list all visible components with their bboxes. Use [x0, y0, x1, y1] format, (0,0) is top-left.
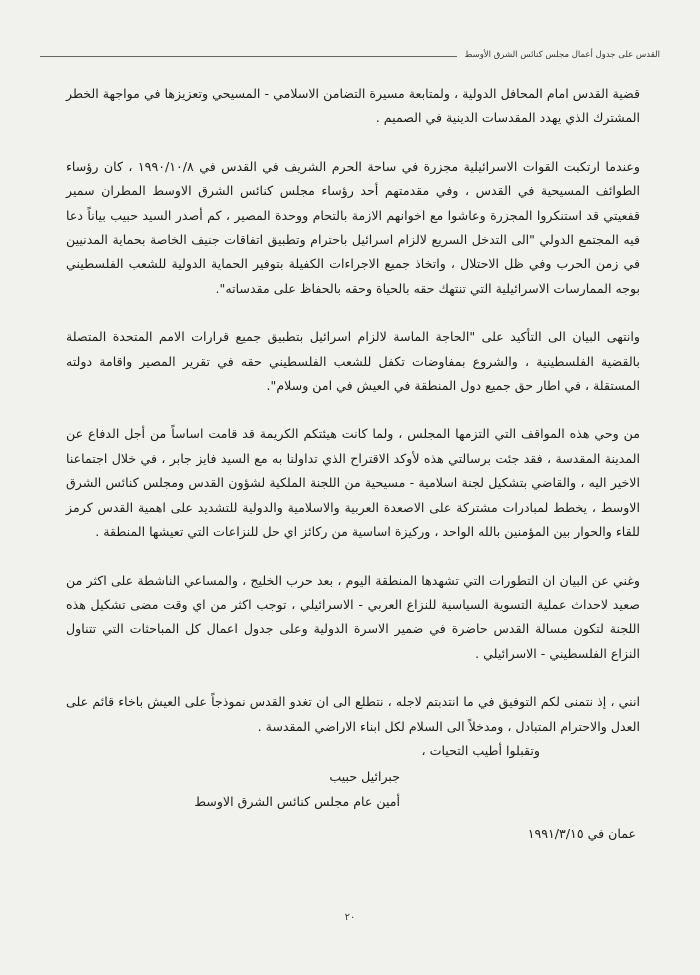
letter-date: عمان في ١٩٩١/٣/١٥ [527, 826, 636, 842]
header-rule [40, 56, 457, 57]
signature-block [66, 765, 400, 814]
running-header [40, 50, 660, 60]
running-title: القدس على جدول أعمال مجلس كنائس الشرق الأوسط [464, 50, 660, 60]
paragraph: انني ، إذ نتمنى لكم التوفيق في ما انتدبتم لاجله ، نتطلع الى ان تغدو القدس نموذجاً على العيش باخاء قائم على العدل والاحترام المتبادل ، ومدخلاً الى السلام لكل ابناء الاراضي المقدسة . [66, 694, 640, 734]
paragraph: وعندما ارتكبت القوات الاسرائيلية مجزرة في ساحة الحرم الشريف في القدس في ١٩٩٠/١٠/٨ ، كان رؤساء الطوائف المسيحية في القدس ، وفي مقدمتهم أحد رؤساء مجلس كنائس الشرق الاوسط المطران سمير قفعيتي قد استنكروا المجزرة وعاشوا مع اخوانهم الازمة بالتحام ووحدة المصير ، كم أصدر السيد حبيب بياناً دعا فيه المجتمع الدولي "الى التدخل السريع لالزام اسرائيل باحترام وتطبيق اتفاقات جنيف الخاصة بحماية المدنيين في زمن الحرب وفي ظل الاحتلال ، واتخاذ جميع الاجراءات الكفيلة بتوفير الحماية الدولية للشعب الفلسطيني بوجه الممارسات الاسرائيلية التي تنتهك حقه بالحياة وحقه بالحفاظ على مقدساته". [66, 158, 640, 296]
paragraph: قضية القدس امام المحافل الدولية ، ولمتابعة مسيرة التضامن الاسلامي - المسيحي وتعزيزها في مواجهة الخطر المشترك الذي يهدد المقدسات الدينية في الصميم . [66, 86, 640, 126]
paragraph: من وحي هذه المواقف التي التزمها المجلس ، ولما كانت هيئتكم الكريمة قد قامت اساساً من أجل الدفاع عن المدينة المقدسة ، فقد جئت برسالتي هذه لأوكد الاقتراح الذي تداولنا به مع السيد فايز جابر ، في خلال اجتماعنا الاخير اليه ، والقاضي بتشكيل لجنة اسلامية - مسيحية من اللجنة الملكية لشؤون القدس ومجلس كنائس الشرق الاوسط ، يخطط لمبادرات مشتركة على الاصعدة العربية والاسلامية والدولية للتشديد على اهمية القدس كرمز للقاء والحوار بين المؤمنين بالله الواحد ، وركيزة اساسية من ركائز اي حل للنزاعات التي تعيشها المنطقة . [66, 426, 640, 540]
closing-line: وتقبلوا أطيب التحيات ، [421, 742, 540, 758]
signatory-name: جبرائيل حبيب [329, 769, 400, 785]
signatory-title: أمين عام مجلس كنائس الشرق الاوسط [194, 793, 400, 809]
paragraph: وغني عن البيان ان التطورات التي تشهدها المنطقة اليوم ، بعد حرب الخليج ، والمساعي الناشطة على اكثر من صعيد لاحداث عملية التسوية السياسية للنزاع العربي - الاسرائيلي ، توجب اكثر من اي وقت مضى تشكيل هذه اللجنة لتكون مسالة القدس حاضرة في ضمير الاسرة الدولية وعلى جدول اعمال كل المباحثات التي تتناول النزاع الفلسطيني - الاسرائيلي . [66, 572, 640, 661]
page-number: ٢٠ [344, 912, 356, 923]
letter-body [66, 82, 640, 847]
paragraph: وانتهى البيان الى التأكيد على "الحاجة الماسة لالزام اسرائيل بتطبيق جميع قرارات الامم المتحدة المتصلة بالقضية الفلسطينية ، والشروع بمفاوضات تكفل للشعب الفلسطيني حقه في تقرير المصير واقامة دولته المستقلة ، في اطار حق جميع دول المنطقة في العيش في امن وسلام". [66, 329, 640, 394]
